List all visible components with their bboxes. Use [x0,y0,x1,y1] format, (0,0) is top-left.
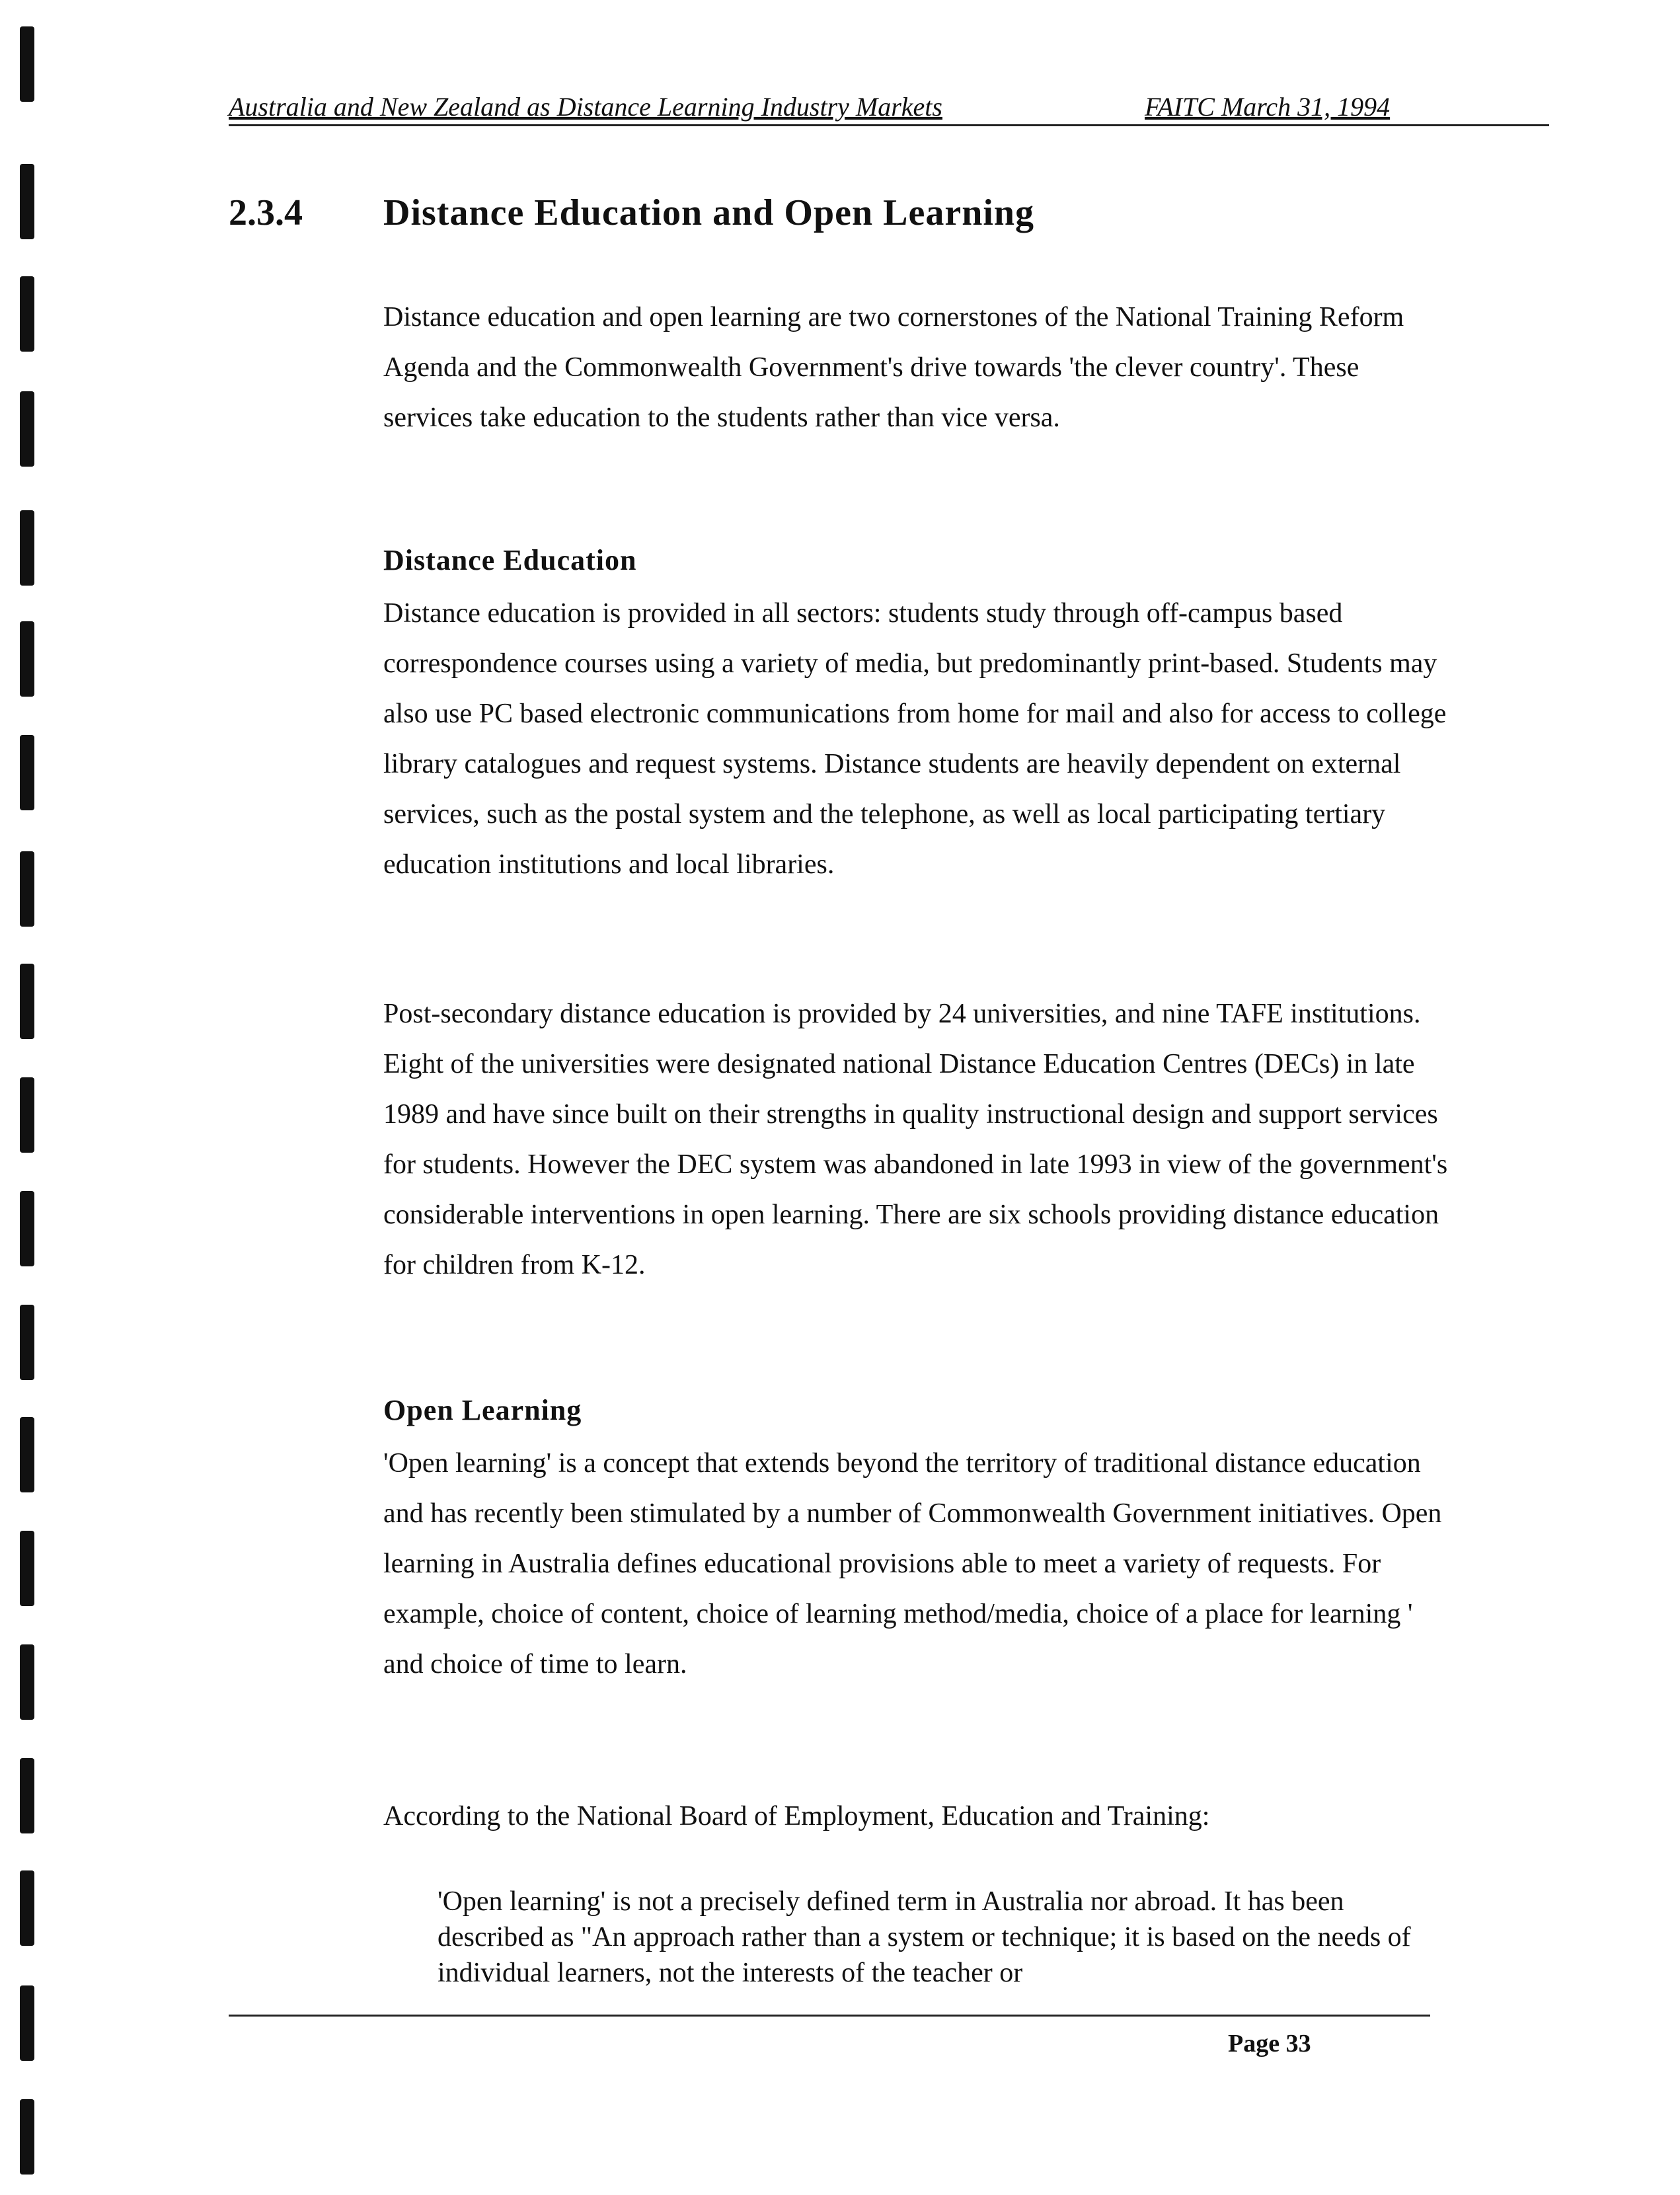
binder-mark [20,26,34,102]
binder-mark [20,1191,34,1266]
binder-mark [20,1870,34,1946]
page-number: Page 33 [1228,2030,1311,2058]
binder-mark [20,1531,34,1606]
binder-mark [20,510,34,586]
binder-mark [20,1417,34,1492]
block-quote: 'Open learning' is not a precisely defined term in Australia nor abroad. It has been described as "An approach rather than a system or technique; it is based on the needs of individual learners, not the interests of the teacher or [438,1886,1411,1988]
binder-mark [20,1305,34,1380]
binder-mark [20,276,34,352]
footer-rule [229,2015,1430,2017]
binder-mark [20,2099,34,2175]
open-learning-paragraph-1: 'Open learning' is a concept that extends beyond the territory of traditional distance education and has recently been stimulated by a number of Commonwealth Government initiatives. Open learning in Australia defines educational provisions able to meet a variety of requests. For example, choice of content, choice of learning method/media, choice of a place for learning ' and choice of time to learn. [383,1448,1442,1679]
section-number: 2.3.4 [229,192,303,233]
intro-paragraph: Distance education and open learning are two cornerstones of the National Training Reform Agenda and the Commonwealth Government's drive towards 'the clever country'. These services take education to the students rather than vice versa. [383,302,1404,433]
binder-mark [20,1758,34,1833]
open-learning-paragraph-2: According to the National Board of Employment, Education and Training: [383,1801,1210,1831]
binder-mark [20,964,34,1039]
binder-mark [20,1644,34,1720]
running-header-title: Australia and New Zealand as Distance Learning Industry Markets [229,92,942,122]
distance-education-paragraph-2: Post-secondary distance education is provided by 24 universities, and nine TAFE institutions. Eight of the universities were designated national Distance Education Centres (DECs) in late 1989 and have since built on their strengths in quality instructional design and support services for students. However the DEC system was abandoned in late 1993 in view of the government's considerable interventions in open learning. There are six schools providing distance education for children from K-12. [383,999,1448,1280]
header-rule [229,124,1549,126]
section-title: Distance Education and Open Learning [383,192,1035,233]
running-header-date: FAITC March 31, 1994 [1145,92,1391,122]
binder-mark [20,391,34,467]
open-learning-heading: Open Learning [383,1394,582,1426]
binder-mark [20,621,34,697]
binder-mark [20,851,34,927]
distance-education-heading: Distance Education [383,544,637,576]
binder-mark [20,164,34,239]
binder-mark [20,1077,34,1153]
binder-mark [20,735,34,810]
binder-mark [20,1985,34,2061]
distance-education-paragraph-1: Distance education is provided in all sectors: students study through off-campus based correspondence courses using a variety of media, but predominantly print-based. Students may also use PC based electronic communications from home for mail and also for access to college library catalogues and request systems. Distance students are heavily dependent on external services, such as the postal system and the telephone, as well as local participating tertiary education institutions and local libraries. [383,598,1447,880]
